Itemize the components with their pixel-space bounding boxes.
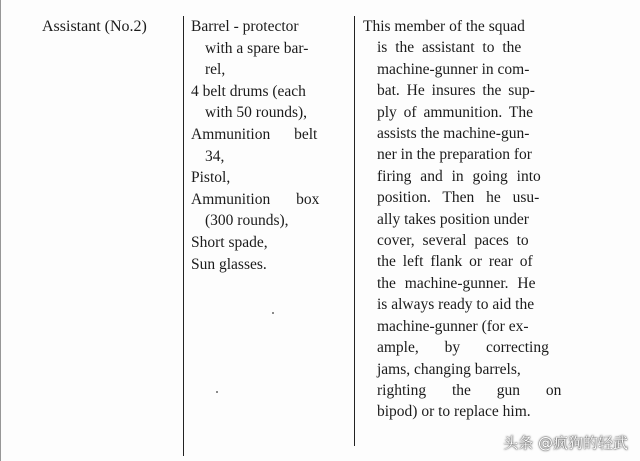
duty-line: bat. He insures the sup-: [377, 82, 535, 100]
equipment-line: Short spade,: [191, 233, 268, 251]
duty-line: jams, changing barrels,: [377, 360, 521, 378]
equipment-cell: [191, 16, 349, 275]
duty-line: righting the gun on: [377, 381, 562, 399]
role-cell: [42, 16, 182, 37]
scan-speck: [272, 312, 274, 314]
equipment-line: Ammunition box: [191, 190, 320, 208]
duty-line: is the assistant to the: [377, 39, 522, 57]
duty-line: position. Then he usu-: [377, 189, 540, 207]
duty-line: machine-gunner (for ex-: [377, 317, 529, 335]
equipment-line: Barrel - protector: [191, 18, 299, 35]
equipment-line: with a spare bar-: [205, 39, 309, 57]
column-divider-left: [183, 16, 184, 456]
duty-line: the left flank or rear of: [377, 253, 533, 271]
duty-line: ply of ammunition. The: [377, 103, 533, 121]
equipment-line: rel,: [205, 61, 226, 79]
equipment-line: Sun glasses.: [191, 255, 267, 273]
duty-line: This member of the squad: [363, 18, 525, 35]
equipment-line: Ammunition belt: [191, 125, 318, 143]
equipment-line: 34,: [205, 147, 225, 165]
duty-line: assists the machine-gun-: [377, 125, 530, 143]
scan-speck: [216, 391, 218, 393]
duty-line: bipod) or to replace him.: [377, 403, 531, 421]
duty-line: cover, several paces to: [377, 232, 529, 250]
duty-line: ample, by correcting: [377, 339, 549, 357]
role-label: Assistant (No.2): [42, 18, 147, 35]
duty-line: ally takes position under: [377, 210, 529, 228]
duty-line: machine-gunner in com-: [377, 60, 530, 78]
duty-line: firing and in going into: [377, 167, 541, 185]
duties-cell: [363, 16, 581, 423]
equipment-line: Pistol,: [191, 169, 231, 187]
duty-line: the machine-gunner. He: [377, 274, 536, 292]
watermark-text: 头条 @疯狗的轻武: [503, 434, 628, 452]
column-divider-right-shadow: [0, 440, 1, 461]
duty-line: ner in the preparation for: [377, 146, 532, 164]
equipment-line: with 50 rounds),: [205, 104, 308, 122]
column-divider-right: [354, 16, 355, 446]
equipment-line: 4 belt drums (each: [191, 82, 306, 100]
column-divider-left-shadow: [0, 0, 1, 440]
equipment-line: (300 rounds),: [205, 212, 289, 230]
duty-line: is always ready to aid the: [377, 296, 535, 314]
